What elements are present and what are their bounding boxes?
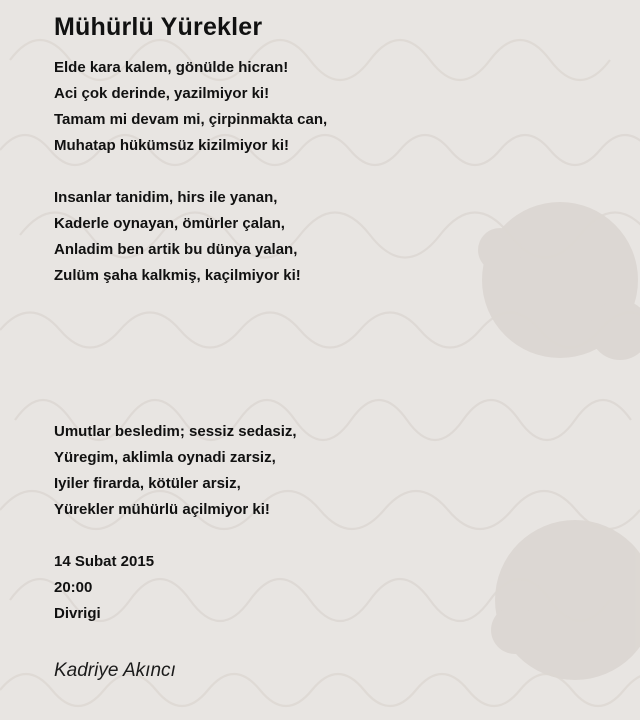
poem-author: Kadriye Akıncı [54, 660, 176, 681]
poem-line: Tamam mi devam mi, çirpinmakta can, [54, 111, 328, 128]
poem-title: Mühürlü Yürekler [54, 13, 263, 41]
poem-place: Divrigi [54, 605, 101, 622]
poem-line: Insanlar tanidim, hirs ile yanan, [54, 189, 278, 206]
stanza-gap-large [54, 289, 614, 419]
poem-meta [54, 549, 614, 627]
poem-line: Yüregim, aklimla oynadi zarsiz, [54, 449, 276, 466]
stanza-1 [54, 55, 614, 159]
poem-line: Zulüm şaha kalkmiş, kaçilmiyor ki! [54, 267, 301, 284]
poem-line: Aci çok derinde, yazilmiyor ki! [54, 85, 270, 102]
poem-content [54, 12, 614, 627]
stanza-gap [54, 523, 614, 549]
poem-line: Umutlar besledim; sessiz sedasiz, [54, 423, 297, 440]
poem-line: Iyiler firarda, kötüler arsiz, [54, 475, 241, 492]
poem-time: 20:00 [54, 579, 93, 596]
stanza-3 [54, 419, 614, 523]
stanza-2 [54, 185, 614, 289]
poem-line: Kaderle oynayan, ömürler çalan, [54, 215, 285, 232]
poem-line: Yürekler mühürlü açilmiyor ki! [54, 501, 270, 518]
poem-line: Elde kara kalem, gönülde hicran! [54, 59, 289, 76]
poem-date: 14 Subat 2015 [54, 553, 155, 570]
poem-line: Muhatap hükümsüz kizilmiyor ki! [54, 137, 290, 154]
poem-line: Anladim ben artik bu dünya yalan, [54, 241, 298, 258]
stanza-gap [54, 159, 614, 185]
